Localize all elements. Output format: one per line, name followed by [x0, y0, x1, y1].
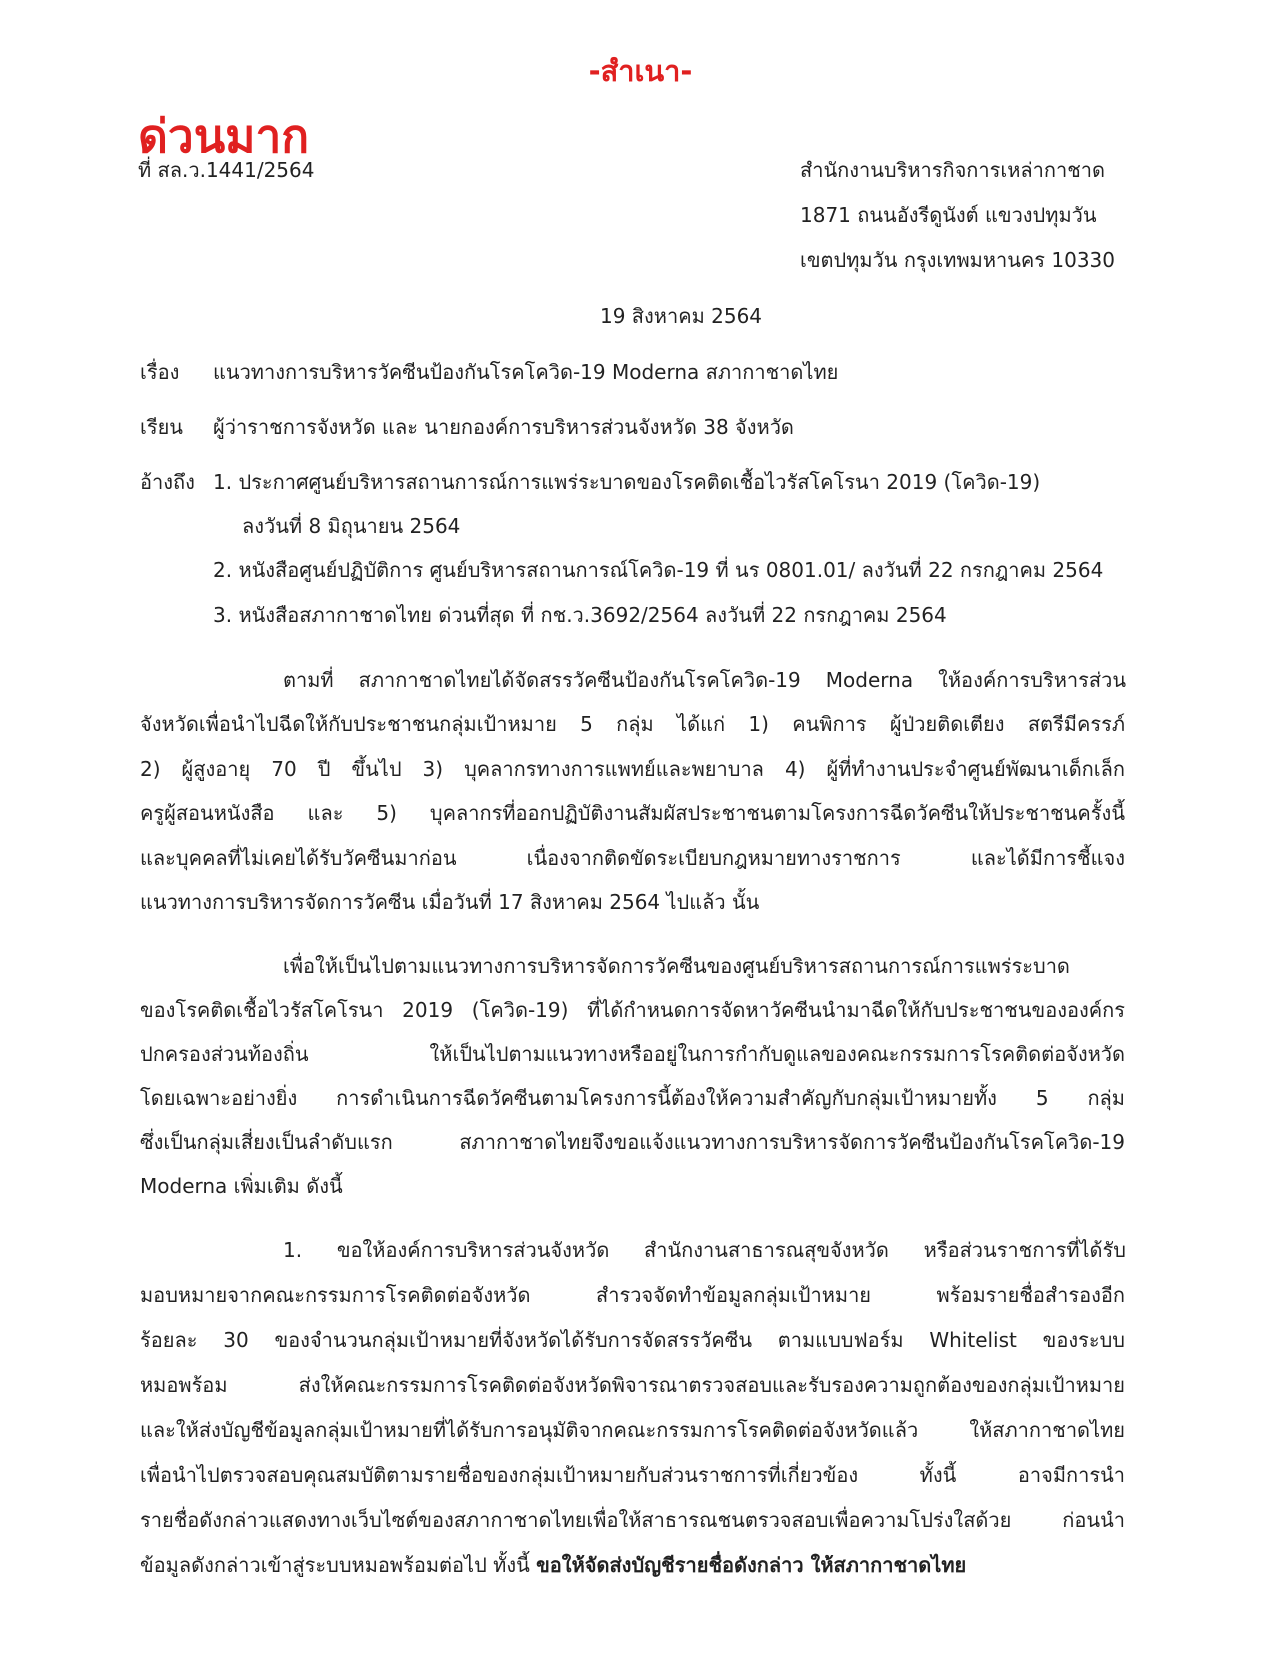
paragraph-line: จังหวัดเพื่อนำไปฉีดให้กับประชาชนกลุ่มเป้าหมาย 5 กลุ่ม ได้แก่ 1) คนพิการ ผู้ป่วยติดเตียง สตรีมีครรภ์ — [140, 712, 1125, 736]
copy-mark: -สำเนา- — [588, 54, 693, 88]
sender-line: 1871 ถนนอังรีดูนังต์ แขวงปทุมวัน — [800, 203, 1097, 227]
paragraph-line: รายชื่อดังกล่าวแสดงทางเว็บไซต์ของสภากาชาดไทยเพื่อให้สาธารณชนตรวจสอบเพื่อความโปร่งใสด้วย ก่อนนำ — [140, 1508, 1125, 1532]
paragraph-line: แนวทางการบริหารจัดการวัคซีน เมื่อวันที่ 17 สิงหาคม 2564 ไปแล้ว นั้น — [140, 890, 760, 914]
paragraph-line: ร้อยละ 30 ของจำนวนกลุ่มเป้าหมายที่จังหวัดได้รับการจัดสรรวัคซีน ตามแบบฟอร์ม Whitelist ของระบบ — [140, 1328, 1125, 1352]
paragraph-line: มอบหมายจากคณะกรรมการโรคติดต่อจังหวัด สำรวจจัดทำข้อมูลกลุ่มเป้าหมาย พร้อมรายชื่อสำรองอีก — [140, 1283, 1125, 1307]
reference-item: 2. หนังสือศูนย์ปฏิบัติการ ศูนย์บริหารสถานการณ์โควิด-19 ที่ นร 0801.01/ ลงวันที่ 22 กรกฎาคม 2564 — [213, 558, 1104, 582]
recipient-text: ผู้ว่าราชการจังหวัด และ นายกองค์การบริหารส่วนจังหวัด 38 จังหวัด — [213, 415, 794, 439]
paragraph-line: เพื่อนำไปตรวจสอบคุณสมบัติตามรายชื่อของกลุ่มเป้าหมายกับส่วนราชการที่เกี่ยวข้อง ทั้งนี้ อาจมีการนำ — [140, 1463, 1125, 1487]
last-line-normal-text: ข้อมูลดังกล่าวเข้าสู่ระบบหมอพร้อมต่อไป ทั้งนี้ — [140, 1553, 537, 1577]
reference-label: อ้างถึง — [140, 470, 195, 494]
recipient-label: เรียน — [140, 415, 183, 439]
urgency-stamp: ด่วนมาก — [138, 109, 310, 163]
paragraph-line: และให้ส่งบัญชีข้อมูลกลุ่มเป้าหมายที่ได้รับการอนุมัติจากคณะกรรมการโรคติดต่อจังหวัดแล้ว ให้สภากาชาดไทย — [140, 1418, 1125, 1442]
reference-item-continued: ลงวันที่ 8 มิถุนายน 2564 — [242, 514, 461, 538]
paragraph-line: โดยเฉพาะอย่างยิ่ง การดำเนินการฉีดวัคซีนตามโครงการนี้ต้องให้ความสำคัญกับกลุ่มเป้าหมายทั้ง 5 กลุ่ม — [140, 1086, 1125, 1110]
paragraph-line: และบุคคลที่ไม่เคยได้รับวัคซีนมาก่อน เนื่องจากติดขัดระเบียบกฎหมายทางราชการ และได้มีการชี้แจง — [140, 846, 1125, 870]
paragraph-line: Moderna เพิ่มเติม ดังนี้ — [140, 1174, 343, 1198]
last-line-bold-text: ขอให้จัดส่งบัญชีรายชื่อดังกล่าว ให้สภากาชาดไทย — [536, 1553, 967, 1577]
paragraph-line: ครูผู้สอนหนังสือ และ 5) บุคลากรที่ออกปฏิบัติงานสัมผัสประชาชนตามโครงการฉีดวัคซีนให้ประชาชนครั้งนี้ — [140, 801, 1125, 825]
reference-item: 3. หนังสือสภากาชาดไทย ด่วนที่สุด ที่ กช.ว.3692/2564 ลงวันที่ 22 กรกฎาคม 2564 — [213, 603, 947, 627]
paragraph-line-last — [140, 1549, 1125, 1581]
paragraph-line: หมอพร้อม ส่งให้คณะกรรมการโรคติดต่อจังหวัดพิจารณาตรวจสอบและรับรองความถูกต้องของกลุ่มเป้าหมาย — [140, 1373, 1125, 1397]
letter-date: 19 สิงหาคม 2564 — [600, 304, 763, 328]
reference-item: 1. ประกาศศูนย์บริหารสถานการณ์การแพร่ระบาดของโรคติดเชื้อไวรัสโคโรนา 2019 (โควิด-19) — [213, 470, 1041, 494]
subject-text: แนวทางการบริหารวัคซีนป้องกันโรคโควิด-19 Moderna สภากาชาดไทย — [213, 360, 839, 384]
sender-line: เขตปทุมวัน กรุงเทพมหานคร 10330 — [800, 248, 1116, 272]
paragraph-line: เพื่อให้เป็นไปตามแนวทางการบริหารจัดการวัคซีนของศูนย์บริหารสถานการณ์การแพร่ระบาด — [283, 954, 1070, 978]
paragraph-line: ปกครองส่วนท้องถิ่น ให้เป็นไปตามแนวทางหรืออยู่ในการกำกับดูแลของคณะกรรมการโรคติดต่อจังหวัด — [140, 1042, 1125, 1066]
paragraph-line: ตามที่ สภากาชาดไทยได้จัดสรรวัคซีนป้องกันโรคโควิด-19 Moderna ให้องค์การบริหารส่วน — [283, 668, 1126, 692]
paragraph-line: ซึ่งเป็นกลุ่มเสี่ยงเป็นลำดับแรก สภากาชาดไทยจึงขอแจ้งแนวทางการบริหารจัดการวัคซีนป้องกันโรคโควิด-19 — [140, 1130, 1125, 1154]
paragraph-line: ของโรคติดเชื้อไวรัสโคโรนา 2019 (โควิด-19) ที่ได้กำหนดการจัดหาวัคซีนนำมาฉีดให้กับประชาชนขององค์กร — [140, 998, 1125, 1022]
paragraph-line: 1. ขอให้องค์การบริหารส่วนจังหวัด สำนักงานสาธารณสุขจังหวัด หรือส่วนราชการที่ได้รับ — [283, 1238, 1126, 1262]
paragraph-line: 2) ผู้สูงอายุ 70 ปี ขึ้นไป 3) บุคลากรทางการแพทย์และพยาบาล 4) ผู้ที่ทำงานประจำศูนย์พัฒนาเด็กเล็ก — [140, 757, 1125, 781]
subject-label: เรื่อง — [140, 360, 180, 384]
doc-number: ที่ สล.ว.1441/2564 — [138, 158, 315, 182]
sender-line: สำนักงานบริหารกิจการเหล่ากาชาด — [800, 158, 1106, 182]
